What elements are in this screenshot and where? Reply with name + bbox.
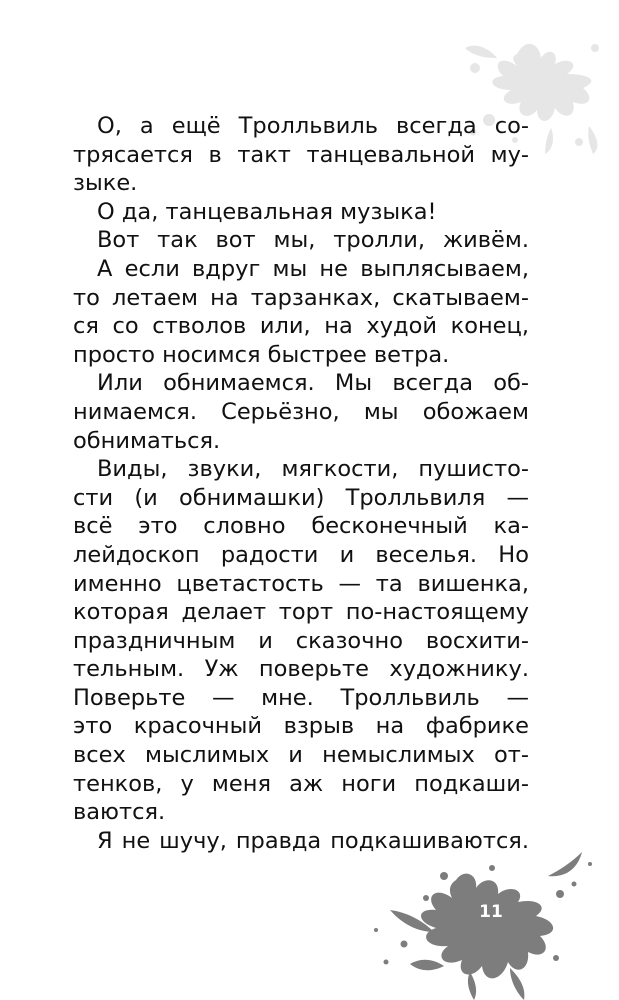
text-line: ваются. [73, 799, 166, 826]
text-line: Поверьте — мне. Тролльвиль — [73, 684, 529, 711]
text-line: всех мыслимых и немыслимых от- [73, 742, 529, 769]
text-line: которая делает торт по-настоящему [73, 599, 529, 626]
text-line: Или обнимаемся. Мы всегда об- [97, 370, 529, 397]
text-line: просто носимся быстрее ветра. [73, 341, 450, 368]
text-line: трясается в такт танцевальной му- [73, 141, 529, 168]
text-line: тельным. Уж поверьте художнику. [73, 656, 529, 683]
text-line: это красочный взрыв на фабрике [73, 713, 529, 740]
text-line: О, а ещё Тролльвиль всегда со- [97, 113, 529, 139]
text-line: зыке. [73, 170, 138, 197]
page-text [73, 112, 529, 855]
text-line: то летаем на тарзанках, скатываем- [73, 284, 529, 311]
text-line: О да, танцевальная музыка! [97, 198, 437, 225]
text-line: тенков, у меня аж ноги подкаши- [73, 770, 529, 797]
text-line: праздничным и сказочно восхити- [73, 627, 529, 654]
text-line: всё это словно бесконечный ка- [73, 513, 529, 540]
text-line: обниматься. [73, 427, 221, 454]
text-line: именно цветастость — та вишенка, [73, 570, 529, 597]
text-line: нимаемся. Серьёзно, мы обожаем [73, 398, 529, 425]
text-line: лейдоскоп радости и веселья. Но [73, 541, 529, 568]
text-line: сти (и обнимашки) Тролльвиля — [73, 484, 529, 511]
text-line: ся со стволов или, на худой конец, [73, 313, 529, 340]
text-line: Вот так вот мы, тролли, живём. [97, 227, 529, 254]
page-number: 11 [479, 902, 503, 922]
text-line: А если вдруг мы не выплясываем, [97, 255, 529, 282]
text-line: Виды, звуки, мягкости, пушисто- [97, 456, 529, 483]
text-line: Я не шучу, правда подкашиваются. [97, 827, 529, 854]
